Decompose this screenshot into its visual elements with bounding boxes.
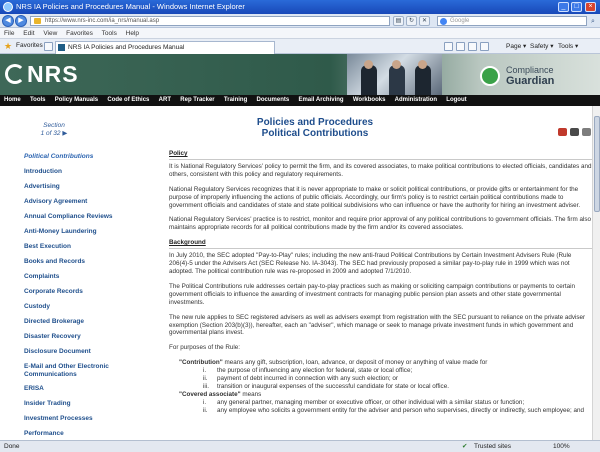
section-page: 1 of 32 — [40, 130, 61, 137]
nav-administration[interactable]: Administration — [394, 97, 438, 103]
sidebar-item-erisa[interactable]: ERISA — [24, 385, 44, 392]
list-item — [203, 367, 592, 375]
sidebar-item-custody[interactable]: Custody — [24, 303, 50, 310]
flag-icon[interactable] — [558, 128, 567, 136]
background-heading: Background — [169, 239, 206, 247]
definition-text: means — [240, 390, 262, 398]
definition-term: "Contribution" — [179, 359, 223, 367]
nav-training[interactable]: Training — [223, 97, 248, 103]
policy-paragraph: National Regulatory Services recognizes that it is never appropriate to make or solicit political contributions, or provide gifts or entertainment for the purpose of improperly influencing the actions of public officials. Accordingly, our firm's policy is to restrict certain political contributions made to government officials and candidates of state and state political subdivisions who can influence or have the authority for hiring an investment adviser. — [169, 185, 581, 209]
nav-logout[interactable]: Logout — [446, 97, 467, 103]
status-text: Done — [4, 443, 20, 450]
list-text: any employee who solicits a government entity for the adviser and person who supervises, directly or indirectly, such employee; and — [217, 406, 585, 414]
favorites-bar — [0, 39, 600, 54]
maximize-button[interactable]: □ — [571, 2, 582, 12]
sidebar-item-introduction[interactable]: Introduction — [24, 168, 62, 175]
definition-covered-associate — [179, 391, 592, 415]
tab-title: NRS IA Policies and Procedures Manual — [68, 44, 185, 51]
quick-tabs-icon[interactable] — [44, 42, 53, 51]
person-head — [418, 60, 427, 69]
list-numeral: ii. — [203, 375, 208, 383]
zoom-level[interactable]: 100% — [553, 443, 570, 450]
list-item — [203, 375, 592, 383]
nrs-logo[interactable] — [5, 62, 79, 86]
list-numeral: i. — [203, 367, 207, 375]
person-figure — [415, 65, 431, 95]
site-favicon-icon — [58, 44, 65, 51]
page-title-line1: Policies and Procedures — [256, 117, 374, 128]
favorites-button[interactable] — [4, 41, 43, 51]
menu-help[interactable]: Help — [125, 30, 140, 37]
sidebar-item-disclosure-document[interactable]: Disclosure Document — [24, 348, 91, 355]
definition-list — [203, 398, 592, 415]
policy-paragraph: National Regulatory Services' practice is to restrict, monitor and require prior approval of any political contributions to government officials. The firm also maintains appropriate records for all political contributions made by the firm and/or its covered associates. — [169, 216, 592, 232]
sidebar-item-advertising[interactable]: Advertising — [24, 183, 60, 190]
menu-file[interactable]: File — [4, 30, 15, 37]
address-url: https://www.nrs-inc.com/ia_nrs/manual.asp — [45, 18, 160, 24]
list-numeral: iii. — [203, 382, 209, 390]
sidebar-item-anti-money-laundering[interactable]: Anti-Money Laundering — [24, 228, 97, 235]
status-bar — [0, 440, 600, 452]
mail-icon[interactable] — [468, 42, 477, 51]
sidebar-item-best-execution[interactable]: Best Execution — [24, 243, 71, 250]
divider — [169, 159, 592, 160]
address-bar[interactable] — [30, 16, 390, 26]
google-icon — [440, 18, 447, 25]
policy-heading: Policy — [169, 150, 188, 157]
lock-icon — [34, 18, 41, 24]
list-text: payment of debt incurred in connection with any such election; or — [217, 375, 398, 383]
background-paragraph: For purposes of the Rule: — [169, 344, 241, 352]
internet-explorer-icon — [3, 2, 13, 12]
sidebar-item-political-contributions[interactable]: Political Contributions — [24, 153, 94, 160]
sidebar-item-disaster-recovery[interactable]: Disaster Recovery — [24, 333, 81, 340]
nav-policy-manuals[interactable]: Policy Manuals — [54, 97, 99, 103]
brand-line1: Compliance — [506, 65, 554, 75]
menu-tools[interactable]: Tools — [101, 30, 117, 37]
sidebar-item-corporate-records[interactable]: Corporate Records — [24, 288, 83, 295]
certificate-icon[interactable]: ▤ — [393, 16, 404, 26]
list-text: any general partner, managing member or executive officer, or other individual with a similar status or function; — [217, 398, 525, 406]
policy-content — [169, 150, 592, 415]
close-button[interactable]: × — [585, 2, 596, 12]
sidebar-item-advisory-agreement[interactable]: Advisory Agreement — [24, 198, 88, 205]
logo-swoosh-icon — [5, 64, 25, 84]
nav-code-of-ethics[interactable]: Code of Ethics — [107, 97, 150, 103]
compliance-guardian-logo — [480, 63, 595, 89]
list-item — [203, 398, 592, 407]
list-text: the purpose of influencing any election for federal, state or local office; — [217, 367, 413, 375]
stop-button[interactable]: ✕ — [419, 16, 430, 26]
minimize-button[interactable]: _ — [558, 2, 569, 12]
menu-edit[interactable]: Edit — [23, 30, 35, 37]
search-placeholder: Google — [450, 18, 470, 24]
section-pager — [30, 122, 78, 138]
next-section-arrow-icon[interactable]: ▶ — [62, 130, 68, 137]
sidebar-item-email-communications[interactable]: E-Mail and Other Electronic Communications — [24, 363, 109, 378]
definition-contribution — [179, 359, 592, 391]
person-figure — [389, 65, 405, 95]
guardian-mark-icon — [480, 66, 500, 86]
menu-bar — [0, 28, 600, 39]
home-icon[interactable] — [444, 42, 453, 51]
definition-list — [203, 367, 592, 391]
menu-view[interactable]: View — [43, 30, 58, 37]
menu-favorites[interactable]: Favorites — [66, 30, 93, 37]
sidebar-item-insider-trading[interactable]: Insider Trading — [24, 400, 71, 407]
page-scrollbar[interactable] — [592, 106, 600, 440]
definition-term: "Covered associate" — [179, 390, 241, 398]
brand-line2: Guardian — [506, 75, 555, 87]
person-head — [392, 60, 401, 69]
list-item — [203, 406, 592, 415]
page-tools — [555, 128, 595, 138]
nav-email-archiving[interactable]: Email Archiving — [298, 97, 344, 103]
refresh-button[interactable]: ↻ — [406, 16, 417, 26]
background-paragraph: The Political Contributions rule addresses certain pay-to-play practices such as making or soliciting campaign contributions or payments to certain government officials to influence the awarding of investment contracts for managing public pension plan assets and other state governmental investments. — [169, 282, 575, 306]
address-row — [0, 14, 600, 28]
trusted-sites-icon: ✔ — [462, 443, 468, 450]
favorites-label: Favorites — [16, 42, 43, 49]
logo-text: NRS — [27, 61, 79, 87]
star-icon: ★ — [4, 41, 13, 51]
search-box[interactable] — [437, 16, 587, 26]
sidebar-item-investment-processes[interactable]: Investment Processes — [24, 415, 93, 422]
window-title-bar — [0, 0, 600, 14]
list-text: transition or inaugural expenses of the successful candidate for state or local office. — [217, 382, 449, 390]
nav-rep-tracker[interactable]: Rep Tracker — [180, 97, 215, 103]
site-banner — [0, 54, 600, 95]
sidebar-item-complaints[interactable]: Complaints — [24, 273, 60, 280]
page-title — [215, 117, 415, 139]
nav-documents[interactable]: Documents — [256, 97, 290, 103]
email-page-icon[interactable] — [570, 128, 579, 136]
tools-menu[interactable]: Tools ▾ — [558, 43, 579, 50]
person-figure — [361, 65, 377, 95]
security-zone[interactable]: Trusted sites — [474, 443, 511, 450]
sidebar-item-books-and-records[interactable]: Books and Records — [24, 258, 86, 265]
section-sidebar — [24, 153, 149, 445]
print-icon[interactable] — [480, 42, 489, 51]
person-head — [364, 60, 373, 69]
background-paragraph: In July 2010, the SEC adopted "Pay-to-Play" rules; including the new anti-fraud Political Contributions by Certain Investment Advisers Rule (Rule 206(4)-5 under the Advisers Act (SEC Release No. IA-3043). The SEC had previously proposed a similar pay-to-play rule in 1999 which was not adopted. The political contribution rule was re-proposed in 2009 and adopted 7/1/2010. — [169, 252, 572, 275]
nav-art[interactable]: ART — [158, 97, 172, 103]
window-title: NRS IA Policies and Procedures Manual - Windows Internet Explorer — [16, 2, 245, 11]
definition-text: means any gift, subscription, loan, advance, or deposit of money or anything of value made for — [222, 359, 488, 367]
scrollbar-thumb[interactable] — [594, 116, 600, 212]
section-label: Section — [43, 122, 65, 129]
page-title-line2: Political Contributions — [261, 128, 369, 139]
background-paragraph: The new rule applies to SEC registered advisers as well as advisers exempt from registration with the SEC pursuant to reliance on the private adviser exemption (Section 203(b)(3)), hereafter, each an "adviser", which manage or seek to manage private investment funds in which government and governmental plans invest. — [169, 313, 586, 337]
nav-tools[interactable]: Tools — [29, 97, 46, 103]
back-button[interactable]: ◀ — [2, 15, 14, 27]
site-navigation — [0, 95, 600, 106]
safety-menu[interactable]: Safety ▾ — [530, 43, 554, 50]
divider — [169, 248, 592, 249]
forward-button[interactable]: ▶ — [15, 15, 27, 27]
sidebar-item-directed-brokerage[interactable]: Directed Brokerage — [24, 318, 84, 325]
nav-home[interactable]: Home — [4, 97, 21, 103]
search-go-icon[interactable]: ⌕ — [591, 18, 595, 25]
policy-paragraph: It is National Regulatory Services' policy to permit the firm, and its covered associates, to make political contributions to elected officials, candidates and others, consistent with this policy and regulatory requirements. — [169, 162, 592, 178]
sidebar-item-annual-compliance-reviews[interactable]: Annual Compliance Reviews — [24, 213, 113, 220]
sidebar-item-performance[interactable]: Performance — [24, 430, 64, 437]
list-numeral: ii. — [203, 406, 208, 414]
feeds-icon[interactable] — [456, 42, 465, 51]
banner-photo — [347, 54, 442, 95]
nav-workbooks[interactable]: Workbooks — [352, 97, 386, 103]
page-menu[interactable]: Page ▾ — [506, 43, 527, 50]
list-numeral: i. — [203, 398, 207, 406]
print-page-icon[interactable] — [582, 128, 591, 136]
list-item — [203, 382, 592, 391]
browser-tab[interactable] — [55, 41, 275, 54]
